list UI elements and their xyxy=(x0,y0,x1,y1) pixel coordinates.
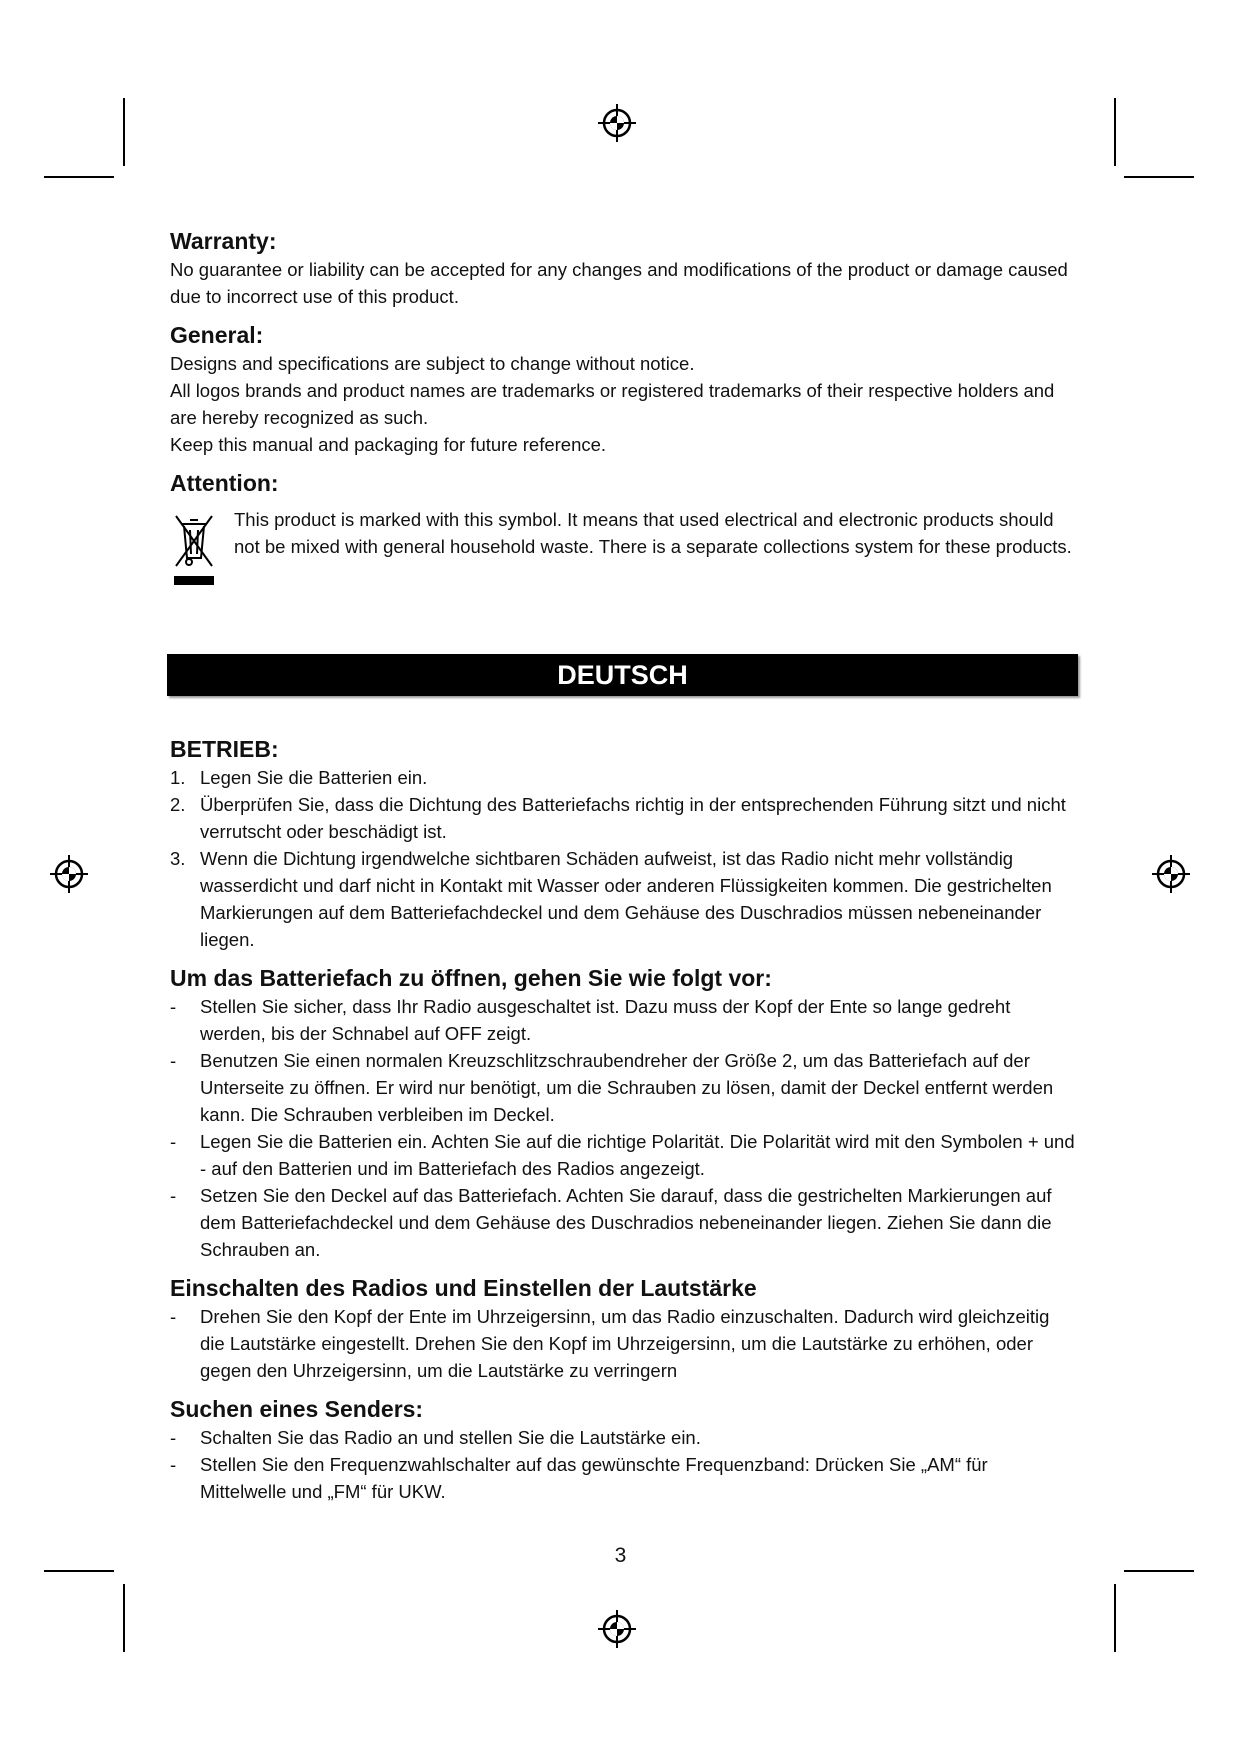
general-heading: General: xyxy=(170,322,264,348)
crop-mark xyxy=(44,176,114,178)
list-item xyxy=(170,764,1075,791)
battery-open-heading: Um das Batteriefach zu öffnen, gehen Sie wie folgt vor: xyxy=(170,965,772,991)
list-marker: - xyxy=(170,1185,177,1206)
language-banner: DEUTSCH xyxy=(167,654,1078,696)
general-line: All logos brands and product names are trademarks or registered trademarks of their respective holders and are hereby recognized as such. xyxy=(170,380,1055,428)
betrieb-list xyxy=(170,764,1075,953)
list-item xyxy=(170,1047,1075,1128)
registration-mark-icon xyxy=(1150,853,1192,895)
list-item xyxy=(170,993,1075,1047)
list-item-text: Legen Sie die Batterien ein. Achten Sie auf die richtige Polarität. Die Polarität wird mit den Symbolen + und - auf den Batterien und im Batteriefach des Radios angezeigt. xyxy=(200,1131,1075,1179)
crop-mark xyxy=(44,1570,114,1572)
power-volume-list xyxy=(170,1303,1075,1384)
list-marker: - xyxy=(170,1131,177,1152)
list-item-text: Stellen Sie den Frequenzwahlschalter auf das gewünschte Frequenzband: Drücken Sie „AM“ für Mittelwelle und „FM“ für UKW. xyxy=(200,1454,988,1502)
list-item-text: Setzen Sie den Deckel auf das Batteriefach. Achten Sie darauf, dass die gestrichelten Markierungen auf dem Batteriefachdeckel und dem Gehäuse des Duschradios nebeneinander liegen. Ziehen Sie dann die Schrauben an. xyxy=(200,1185,1052,1260)
search-list xyxy=(170,1424,1075,1505)
crop-mark xyxy=(1114,1584,1116,1652)
general-line: Designs and specifications are subject to change without notice. xyxy=(170,353,695,374)
list-marker: - xyxy=(170,1454,177,1475)
list-item xyxy=(170,1424,1075,1451)
list-marker: 2. xyxy=(170,794,186,815)
warranty-text: No guarantee or liability can be accepted for any changes and modifications of the product or damage caused due to incorrect use of this product. xyxy=(170,259,1068,307)
page-content xyxy=(170,226,1075,1505)
list-item xyxy=(170,1303,1075,1384)
crop-mark xyxy=(1124,1570,1194,1572)
list-item-text: Überprüfen Sie, dass die Dichtung des Batteriefachs richtig in der entsprechenden Führung sitzt und nicht verrutscht oder beschädigt ist. xyxy=(200,794,1066,842)
list-marker: 3. xyxy=(170,848,186,869)
list-item xyxy=(170,1182,1075,1263)
list-item-text: Schalten Sie das Radio an und stellen Sie die Lautstärke ein. xyxy=(200,1427,701,1448)
power-volume-heading: Einschalten des Radios und Einstellen der Lautstärke xyxy=(170,1275,757,1301)
attention-heading: Attention: xyxy=(170,470,279,496)
weee-crossed-bin-icon xyxy=(170,510,218,590)
search-heading: Suchen eines Senders: xyxy=(170,1396,424,1422)
list-item xyxy=(170,1128,1075,1182)
list-marker: - xyxy=(170,1306,177,1327)
list-item-text: Benutzen Sie einen normalen Kreuzschlitzschraubendreher der Größe 2, um das Batteriefach auf der Unterseite zu öffnen. Er wird nur benötigt, um die Schrauben zu lösen, damit der Deckel entfernt werden kann. Die Schrauben verbleiben im Deckel. xyxy=(200,1050,1054,1125)
list-marker: - xyxy=(170,1427,177,1448)
attention-block xyxy=(170,506,1075,590)
list-item xyxy=(170,1451,1075,1505)
registration-mark-icon xyxy=(596,102,638,144)
list-item-text: Legen Sie die Batterien ein. xyxy=(200,767,428,788)
crop-mark xyxy=(1114,98,1116,166)
list-item-text: Stellen Sie sicher, dass Ihr Radio ausgeschaltet ist. Dazu muss der Kopf der Ente so lange gedreht werden, bis der Schnabel auf OFF zeigt. xyxy=(200,996,1011,1044)
list-item xyxy=(170,845,1075,953)
list-item xyxy=(170,791,1075,845)
crop-mark xyxy=(123,1584,125,1652)
list-item-text: Drehen Sie den Kopf der Ente im Uhrzeigersinn, um das Radio einzuschalten. Dadurch wird gleichzeitig die Lautstärke eingestellt. Drehen Sie den Kopf im Uhrzeigersinn, um die Lautstärke zu erhöhen, oder gegen den Uhrzeigersinn, um die Lautstärke zu verringern xyxy=(200,1306,1050,1381)
battery-open-list xyxy=(170,993,1075,1263)
betrieb-heading: BETRIEB: xyxy=(170,736,279,762)
list-marker: - xyxy=(170,996,177,1017)
crop-mark xyxy=(123,98,125,166)
general-line: Keep this manual and packaging for future reference. xyxy=(170,434,607,455)
crop-mark xyxy=(1124,176,1194,178)
list-item-text: Wenn die Dichtung irgendwelche sichtbaren Schäden aufweist, ist das Radio nicht mehr vollständig wasserdicht und darf nicht in Kontakt mit Wasser oder anderen Flüssigkeiten kommen. Die gestrichelten Markierungen auf dem Batteriefachdeckel und dem Gehäuse des Duschradios müssen nebeneinander liegen. xyxy=(200,848,1052,950)
warranty-heading: Warranty: xyxy=(170,228,277,254)
list-marker: - xyxy=(170,1050,177,1071)
attention-text: This product is marked with this symbol. It means that used electrical and electronic products should not be mixed with general household waste. There is a separate collections system for these products. xyxy=(234,509,1072,557)
registration-mark-icon xyxy=(48,853,90,895)
registration-mark-icon xyxy=(596,1608,638,1650)
page-number: 3 xyxy=(614,1544,627,1567)
list-marker: 1. xyxy=(170,767,186,788)
